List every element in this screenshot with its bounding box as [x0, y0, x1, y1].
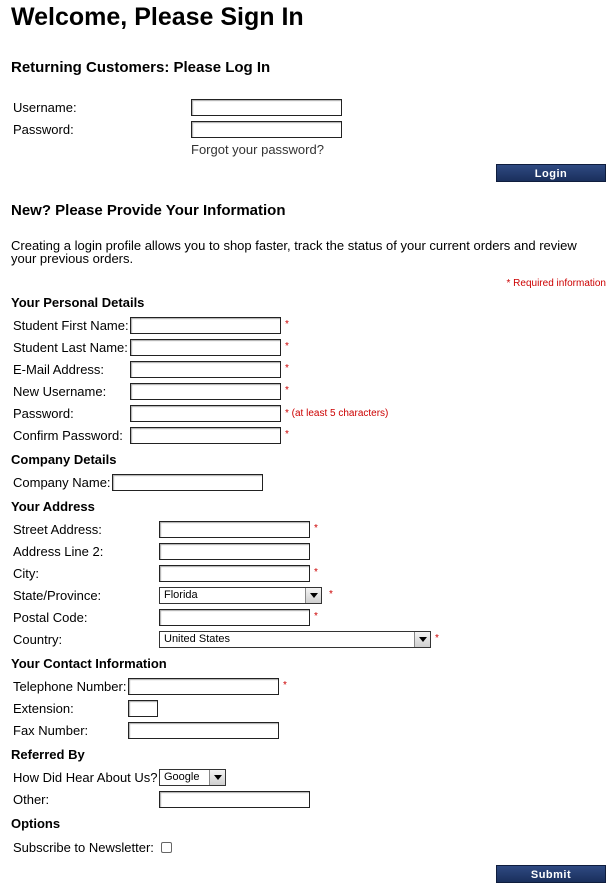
new-username-input[interactable] [130, 383, 281, 400]
required-marker: * [329, 589, 333, 600]
company-name-label: Company Name: [13, 475, 111, 490]
address-line2-input[interactable] [159, 543, 310, 560]
contact-heading: Your Contact Information [11, 656, 167, 671]
how-heard-label: How Did Hear About Us? [13, 770, 158, 785]
new-username-label: New Username: [13, 384, 107, 399]
last-name-label: Student Last Name: [13, 340, 128, 355]
first-name-input[interactable] [130, 317, 281, 334]
page-title: Welcome, Please Sign In [11, 3, 304, 31]
how-heard-selected-value: Google [164, 771, 200, 783]
forgot-password-link[interactable]: Forgot your password? [191, 142, 324, 157]
state-select[interactable] [159, 587, 322, 604]
password-hint: * (at least 5 characters) [285, 408, 389, 419]
email-label: E-Mail Address: [13, 362, 105, 377]
required-marker: * [285, 363, 289, 374]
register-intro: Creating a login profile allows you to shop faster, track the status of your current orders and review your previous orders. [11, 238, 577, 266]
confirm-password-label: Confirm Password: [13, 428, 123, 443]
state-selected-value: Florida [164, 589, 198, 601]
chevron-down-icon [305, 588, 321, 603]
last-name-input[interactable] [130, 339, 281, 356]
referred-heading: Referred By [11, 747, 85, 762]
country-select[interactable] [159, 631, 431, 648]
street-address-input[interactable] [159, 521, 310, 538]
company-details-heading: Company Details [11, 452, 117, 467]
email-input[interactable] [130, 361, 281, 378]
street-address-label: Street Address: [13, 522, 102, 537]
username-label: Username: [13, 100, 77, 115]
confirm-password-input[interactable] [130, 427, 281, 444]
required-marker: * [314, 523, 318, 534]
address-line2-label: Address Line 2: [13, 544, 104, 559]
country-selected-value: United States [164, 633, 231, 645]
address-heading: Your Address [11, 499, 95, 514]
city-label: City: [13, 566, 39, 581]
postal-code-input[interactable] [159, 609, 310, 626]
telephone-input[interactable] [128, 678, 279, 695]
first-name-label: Student First Name: [13, 318, 129, 333]
login-password-input[interactable] [191, 121, 342, 138]
state-label: State/Province: [13, 588, 102, 603]
login-heading: Returning Customers: Please Log In [11, 59, 271, 76]
password-label: Password: [13, 122, 74, 137]
required-marker: * [283, 680, 287, 691]
fax-input[interactable] [128, 722, 279, 739]
required-marker: * [314, 567, 318, 578]
fax-label: Fax Number: [13, 723, 89, 738]
required-note: * Required information [506, 278, 606, 289]
city-input[interactable] [159, 565, 310, 582]
new-password-label: Password: [13, 406, 74, 421]
how-heard-select[interactable] [159, 769, 226, 786]
extension-label: Extension: [13, 701, 74, 716]
required-marker: * [285, 429, 289, 440]
other-label: Other: [13, 792, 50, 807]
postal-code-label: Postal Code: [13, 610, 88, 625]
telephone-label: Telephone Number: [13, 679, 127, 694]
required-marker: * [314, 611, 318, 622]
new-password-input[interactable] [130, 405, 281, 422]
submit-button[interactable]: Submit [496, 865, 606, 883]
login-button[interactable]: Login [496, 164, 606, 182]
chevron-down-icon [209, 770, 225, 785]
personal-details-heading: Your Personal Details [11, 295, 145, 310]
newsletter-label: Subscribe to Newsletter: [13, 840, 154, 855]
login-username-input[interactable] [191, 99, 342, 116]
newsletter-checkbox[interactable] [161, 842, 172, 853]
extension-input[interactable] [128, 700, 158, 717]
register-heading: New? Please Provide Your Information [11, 202, 286, 219]
country-label: Country: [13, 632, 63, 647]
chevron-down-icon [414, 632, 430, 647]
company-name-input[interactable] [112, 474, 263, 491]
options-heading: Options [11, 816, 61, 831]
required-marker: * [285, 385, 289, 396]
required-marker: * [435, 633, 439, 644]
required-marker: * [285, 341, 289, 352]
required-marker: * [285, 319, 289, 330]
other-input[interactable] [159, 791, 310, 808]
